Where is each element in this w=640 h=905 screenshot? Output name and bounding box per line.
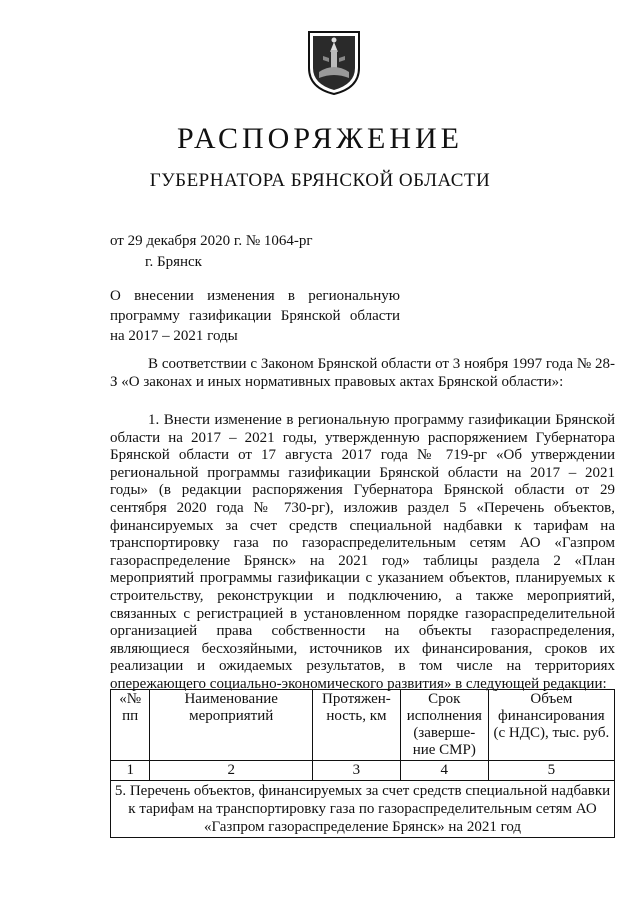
preamble-paragraph: В соответствии с Законом Брянской области от 3 ноября 1997 года № 28-З «О законах и иных нормативных правовых актах Брянской области»:	[110, 356, 615, 390]
document-subtitle: ГУБЕРНАТОРА БРЯНСКОЙ ОБЛАСТИ	[149, 170, 491, 191]
document-title: РАСПОРЯЖЕНИЕ	[176, 122, 464, 155]
header-cell-deadline: Срок исполнения (заверше-ние СМР)	[400, 690, 488, 761]
header-cell-funding: Объем финансирования (с НДС), тыс. руб.	[488, 690, 614, 761]
column-number-cell: 4	[400, 761, 488, 781]
header-cell-name: Наименование мероприятий	[150, 690, 313, 761]
section-title-cell: 5. Перечень объектов, финансируемых за счет средств специальной надбавки к тарифам на транспортировку газа по газораспределительным сетям АО «Газпром газораспределение Брянск» на 2021 год	[111, 781, 615, 838]
table-number-row	[111, 761, 615, 781]
column-number-cell: 1	[111, 761, 150, 781]
clause-1-paragraph: 1. Внести изменение в региональную программу газификации Брянской области на 2017 – 2021 годы, утвержденную распоряжением Губернатора Брянской области от 17 августа 2017 года № 719-рг «Об утверждении региональной программы газификации Брянской области на 2017 – 2021 годы» (в редакции распоряжения Губернатора Брянской области от 29 сентября 2020 года № 730-рг), изложив раздел 5 «Перечень объектов, финансируемых за счет средств специальной надбавки к тарифам на транспортировку газа по газораспределительным сетям АО «Газпром газораспределение Брянск» на 2021 год» таблицы раздела 2 «План мероприятий программы газификации с указанием объектов, планируемых к строительству, реконструкции и подключению, а также мероприятий, связанных с регистрацией в установленном порядке газораспределительной организацией права собственности на объекты газораспределения, являющиеся бесхозяйными, источников их финансирования, сроков их реализации и ожидаемых результатов, в том числе на территориях опережающего социально-экономического развития» в следующей редакции:	[110, 412, 615, 692]
coat-of-arms-icon	[305, 28, 363, 96]
header-cell-number: «№ пп	[111, 690, 150, 761]
column-number-cell: 3	[313, 761, 401, 781]
header-cell-length: Протяжен-ность, км	[313, 690, 401, 761]
column-number-cell: 2	[150, 761, 313, 781]
program-table	[110, 689, 615, 838]
table-header-row	[111, 690, 615, 761]
table-section-row	[111, 781, 615, 838]
document-date-number: от 29 декабря 2020 г. № 1064-рг	[110, 233, 313, 249]
document-city: г. Брянск	[145, 254, 202, 270]
column-number-cell: 5	[488, 761, 614, 781]
document-topic: О внесении изменения в региональную программу газификации Брянской области на 2017 – 2021 годы	[110, 288, 400, 344]
